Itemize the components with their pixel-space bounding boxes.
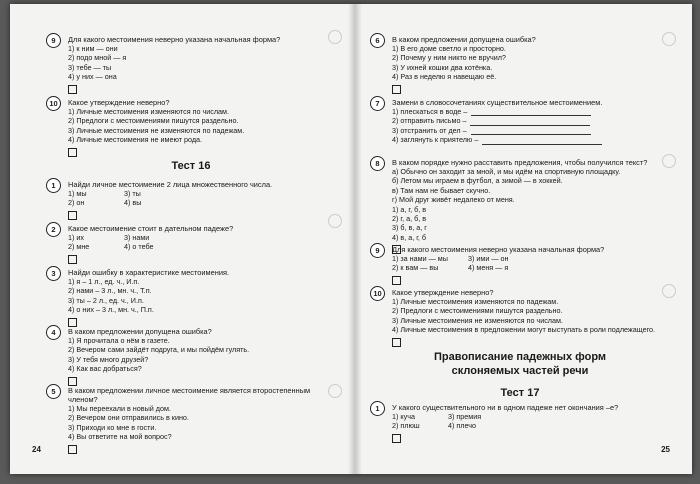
question-number: 8 (370, 156, 385, 171)
question-8 (370, 158, 670, 254)
question-9 (46, 35, 336, 94)
sentence: в) Там нам не бывает скучно. (392, 185, 491, 195)
answer-option: 4) плечо (448, 421, 476, 431)
question-text: Какое утверждение неверно? (68, 98, 170, 107)
question-number: 10 (46, 96, 61, 111)
answer-option: 2) Вечером они отправились в кино. (68, 413, 189, 423)
question-6 (370, 35, 660, 94)
question-text: В каком предложении допущена ошибка? (392, 35, 536, 44)
answer-box[interactable] (68, 148, 77, 157)
answer-option: 2) подо мной — я (68, 53, 127, 63)
answer-box[interactable] (392, 434, 401, 443)
answer-option: 3) премия (448, 412, 482, 421)
answer-option: 4) у них — она (68, 72, 117, 82)
answer-option: 2) Предлоги с местоимениями пишутся раздельно. (68, 116, 239, 126)
answer-option: 4) вы (124, 198, 142, 208)
answer-option: 1) Личные местоимения изменяются по числам. (68, 107, 229, 116)
answer-option: 4) о них – 3 л., мн. ч., П.п. (68, 305, 154, 315)
answer-option: 3) Приходи ко мне в гости. (68, 422, 157, 432)
answer-option: 4) Вы ответите на мой вопрос? (68, 432, 172, 442)
answer-box[interactable] (68, 211, 77, 220)
answer-option: 3) б, в, а, г (392, 223, 427, 233)
question-10 (370, 288, 670, 347)
answer-box[interactable] (68, 255, 77, 264)
test-title: Тест 17 (500, 387, 540, 399)
answer-row (392, 116, 660, 125)
question-3 (46, 268, 336, 327)
answer-option: 4) Как вас добраться? (68, 364, 142, 374)
answer-box[interactable] (68, 445, 77, 454)
answer-option: 1) я – 1 л., ед. ч., И.п. (68, 277, 140, 286)
bleed-through-circle (662, 32, 676, 46)
answer-option: 2) к вам — вы (392, 263, 439, 273)
question-number: 7 (370, 96, 385, 111)
answer-option: 2) отправить письмо – (392, 116, 467, 126)
question-4 (46, 327, 336, 386)
answer-box[interactable] (68, 318, 77, 327)
answer-box[interactable] (392, 85, 401, 94)
answer-option: 2) он (68, 198, 85, 208)
section-title (370, 350, 670, 378)
sentence: а) Обычно он заходит за мной, и мы идём на спортивную площадку. (392, 167, 621, 176)
question-number: 4 (46, 325, 61, 340)
section-title-line: Правописание падежных форм (433, 351, 607, 363)
question-text: Какое местоимение стоит в дательном падеже? (68, 224, 234, 233)
question-text: Какое утверждение неверно? (392, 288, 494, 297)
answer-option: 1) а, г, б, в (392, 204, 427, 214)
answer-option: 1) мы (68, 189, 87, 198)
answer-option: 2) Вечером сами зайдёт подруга, и мы пойдём гулять. (68, 345, 250, 355)
answer-option: 3) ты (124, 189, 141, 198)
question-text: У какого существительного ни в одном падеже нет окончания –е? (392, 403, 619, 412)
question-number: 1 (370, 401, 385, 416)
answer-row (392, 107, 660, 116)
right-page (362, 4, 692, 474)
answer-option: 3) ты – 2 л., ед. ч., И.п. (68, 295, 144, 305)
answer-option: 4) Раз в неделю я навещаю её. (392, 72, 497, 82)
answer-option: 1) куча (392, 412, 415, 421)
answer-option: 4) в, а, г, б (392, 232, 427, 242)
answer-option: 2) г, а, б, в (392, 214, 427, 224)
sentence: г) Мой друг живёт недалеко от меня. (392, 195, 515, 205)
question-text: В каком порядке нужно расставить предложения, чтобы получился текст? (392, 158, 648, 167)
answer-option: 1) их (68, 233, 84, 242)
question-number: 9 (46, 33, 61, 48)
question-1 (46, 180, 336, 220)
question-text: В каком предложении личное местоимение является второстепенным членом? (68, 386, 311, 404)
question-5 (46, 386, 336, 454)
answer-option: 4) Личные местоимения не имеют рода. (68, 135, 203, 145)
answer-option: 3) ими — он (468, 254, 509, 263)
answer-option: 4) о тебе (124, 242, 154, 252)
answer-option: 3) тебе — ты (68, 62, 112, 72)
answer-option: 2) мне (68, 242, 90, 252)
answer-box[interactable] (392, 338, 401, 347)
question-number: 1 (46, 178, 61, 193)
answer-box[interactable] (392, 276, 401, 285)
question-text: Для какого местоимения неверно указана начальная форма? (392, 245, 605, 254)
question-number: 9 (370, 243, 385, 258)
book-spread (10, 4, 692, 474)
question-text: Замени в словосочетаниях существительное местоимением. (392, 98, 603, 107)
answer-row (392, 135, 660, 144)
answer-line[interactable] (470, 118, 590, 126)
answer-option: 1) за нами — мы (392, 254, 448, 263)
answer-row (392, 126, 660, 135)
book-gutter (348, 4, 362, 474)
question-text: Найди ошибку в характеристике местоимения. (68, 268, 229, 277)
answer-option: 1) к ним — они (68, 44, 118, 53)
question-number: 6 (370, 33, 385, 48)
question-2 (46, 224, 336, 264)
answer-option: 4) меня — я (468, 263, 509, 273)
answer-line[interactable] (471, 108, 591, 116)
test-title: Тест 16 (171, 160, 211, 172)
answer-option: 3) У ихней кошки два котёнка. (392, 62, 493, 72)
answer-option: 1) Личные местоимения изменяются по падежам. (392, 297, 559, 306)
answer-option: 3) отстранить от дел – (392, 125, 467, 135)
question-text: Для какого местоимения неверно указана начальная форма? (68, 35, 281, 44)
answer-box[interactable] (68, 85, 77, 94)
question-number: 10 (370, 286, 385, 301)
question-number: 2 (46, 222, 61, 237)
answer-option: 1) Мы переехали в новый дом. (68, 404, 171, 413)
answer-option: 2) Предлоги с местоимениями пишутся раздельно. (392, 306, 563, 316)
section-title-line: склоняемых частей речи (451, 365, 589, 377)
answer-option: 1) Я прочитала о нём в газете. (68, 336, 170, 345)
question-10 (46, 98, 336, 157)
question-text: Найди личное местоимение 2 лица множественного числа. (68, 180, 273, 189)
answer-option: 4) заглянуть к приятелю – (392, 135, 479, 145)
left-page (10, 4, 348, 474)
question-text: В каком предложении допущена ошибка? (68, 327, 212, 336)
answer-option: 2) Почему у ним никто не вручил? (392, 53, 506, 63)
question-1 (370, 403, 660, 443)
answer-line[interactable] (471, 127, 591, 135)
page-number: 25 (661, 445, 670, 454)
question-number: 5 (46, 384, 61, 399)
answer-option: 3) нами (124, 233, 150, 242)
question-7 (370, 98, 660, 145)
sentence: б) Летом мы играем в футбол, а зимой — в хоккей. (392, 176, 563, 186)
answer-option: 3) Личные местоимения не изменяются по падежам. (68, 125, 245, 135)
answer-option: 1) плескаться в воде – (392, 107, 468, 116)
answer-option: 4) Личные местоимения в предложении могут выступать в роли подлежащего. (392, 325, 656, 335)
answer-option: 2) нами – 3 л., мн. ч., Т.п. (68, 286, 152, 296)
question-number: 3 (46, 266, 61, 281)
answer-option: 3) У тебя много друзей? (68, 354, 149, 364)
answer-box[interactable] (68, 377, 77, 386)
answer-option: 2) плюш (392, 421, 420, 431)
page-number: 24 (32, 445, 41, 454)
answer-option: 3) Личные местоимения не изменяются по числам. (392, 315, 563, 325)
answer-line[interactable] (482, 137, 602, 145)
answer-option: 1) В его доме светло и просторно. (392, 44, 506, 53)
question-9 (370, 245, 660, 285)
